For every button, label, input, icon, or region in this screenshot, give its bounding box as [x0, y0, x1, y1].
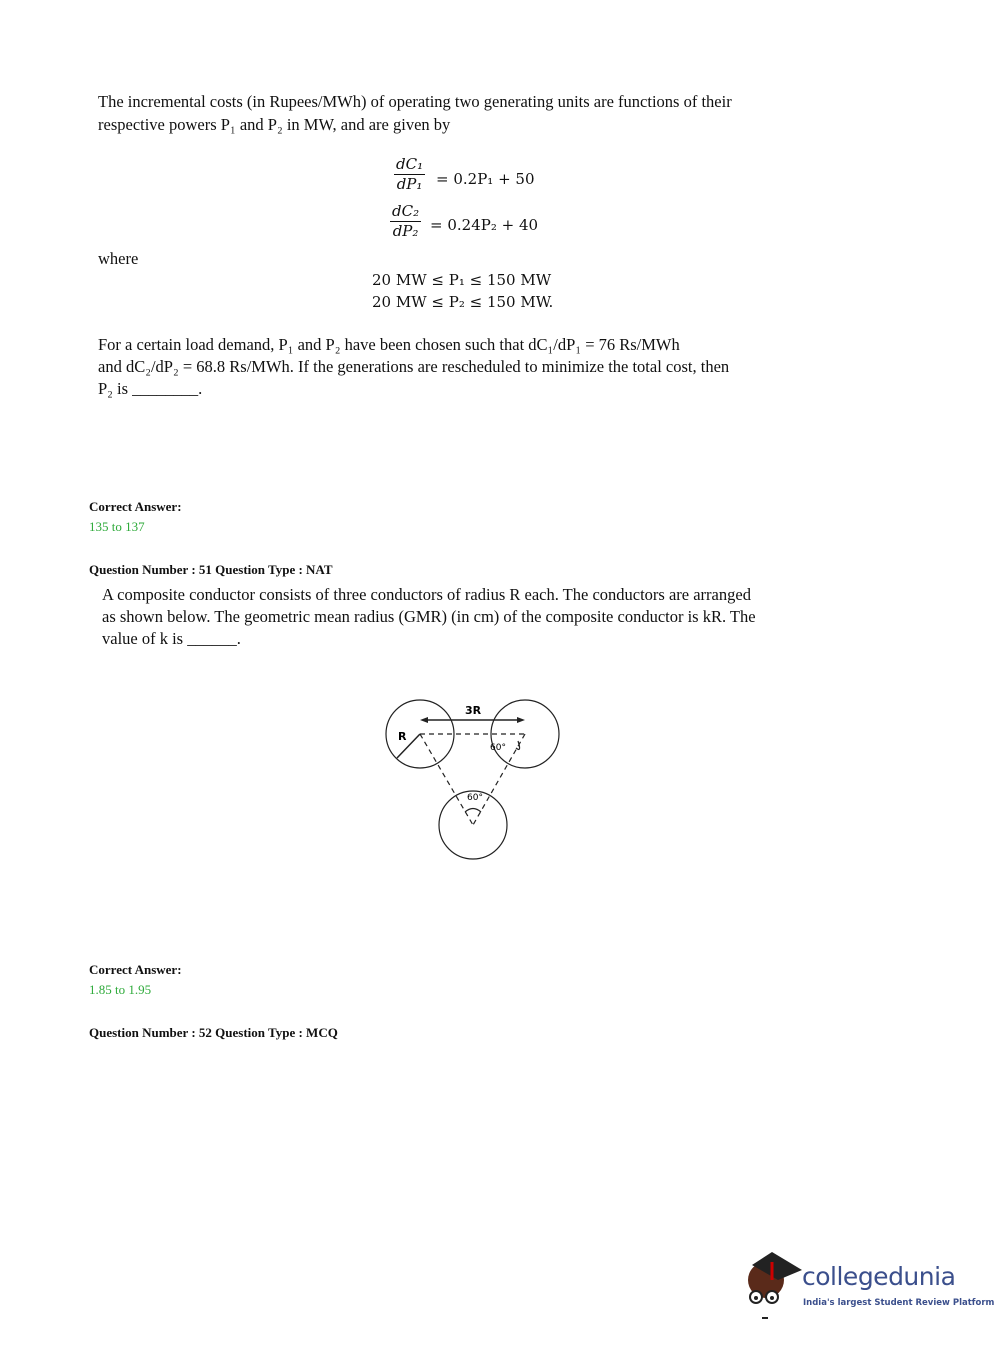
- q50-para-line1: For a certain load demand, P₁ and P₂ have been chosen such that dC₁/dP₁ = 76 Rs/MWh: [98, 335, 680, 354]
- correct-answer-value: 1.85 to 1.95: [89, 982, 152, 997]
- eq2-den: dP₂: [392, 222, 419, 240]
- q50-para-line3: P₂ is ________.: [98, 379, 203, 398]
- where-label: where: [98, 249, 139, 268]
- eq2-num: dC₂: [392, 202, 420, 220]
- eq2-rhs: = 0.24P₂ + 40: [430, 216, 539, 234]
- label-r: R: [398, 730, 407, 743]
- question-header-52: Question Number : 52 Question Type : MCQ: [89, 1025, 338, 1040]
- q50-para-line2: and dC₂/dP₂ = 68.8 Rs/MWh. If the generations are rescheduled to minimize the total cost, then: [98, 357, 730, 376]
- q51-text-line1: A composite conductor consists of three conductors of radius R each. The conductors are arranged: [102, 585, 751, 604]
- q51-text-line2: as shown below. The geometric mean radius (GMR) (in cm) of the composite conductor is kR. The: [102, 607, 756, 626]
- correct-answer-value: 135 to 137: [89, 519, 145, 534]
- label-3r: 3R: [464, 704, 482, 717]
- constraint-2: 20 MW ≤ P₂ ≤ 150 MW.: [372, 293, 554, 311]
- eq1-num: dC₁: [396, 155, 424, 173]
- label-angle-right: 60°: [490, 743, 506, 753]
- question-header-51: Question Number : 51 Question Type : NAT: [89, 562, 333, 577]
- logo-brand: collegedunia: [802, 1262, 956, 1291]
- eq1-rhs: = 0.2P₁ + 50: [436, 170, 535, 188]
- correct-answer-label: Correct Answer:: [89, 962, 182, 977]
- eq1-fraction: [394, 155, 425, 194]
- q50-text-line1: The incremental costs (in Rupees/MWh) of operating two generating units are functions of their: [98, 92, 732, 111]
- eq2-fraction: [390, 202, 421, 241]
- logo-tagline: India's largest Student Review Platform: [803, 1298, 995, 1308]
- conductor-diagram: [370, 690, 570, 860]
- q51-text-line3: value of k is ______.: [102, 629, 241, 648]
- correct-answer-label: Correct Answer:: [89, 499, 182, 514]
- eq1-den: dP₁: [396, 175, 423, 193]
- q50-text-line2: respective powers P₁ and P₂ in MW, and are given by: [98, 115, 451, 134]
- label-angle-bottom: 60°: [467, 793, 483, 803]
- constraint-1: 20 MW ≤ P₁ ≤ 150 MW: [372, 271, 552, 289]
- logo-mascot-icon: [742, 1250, 802, 1320]
